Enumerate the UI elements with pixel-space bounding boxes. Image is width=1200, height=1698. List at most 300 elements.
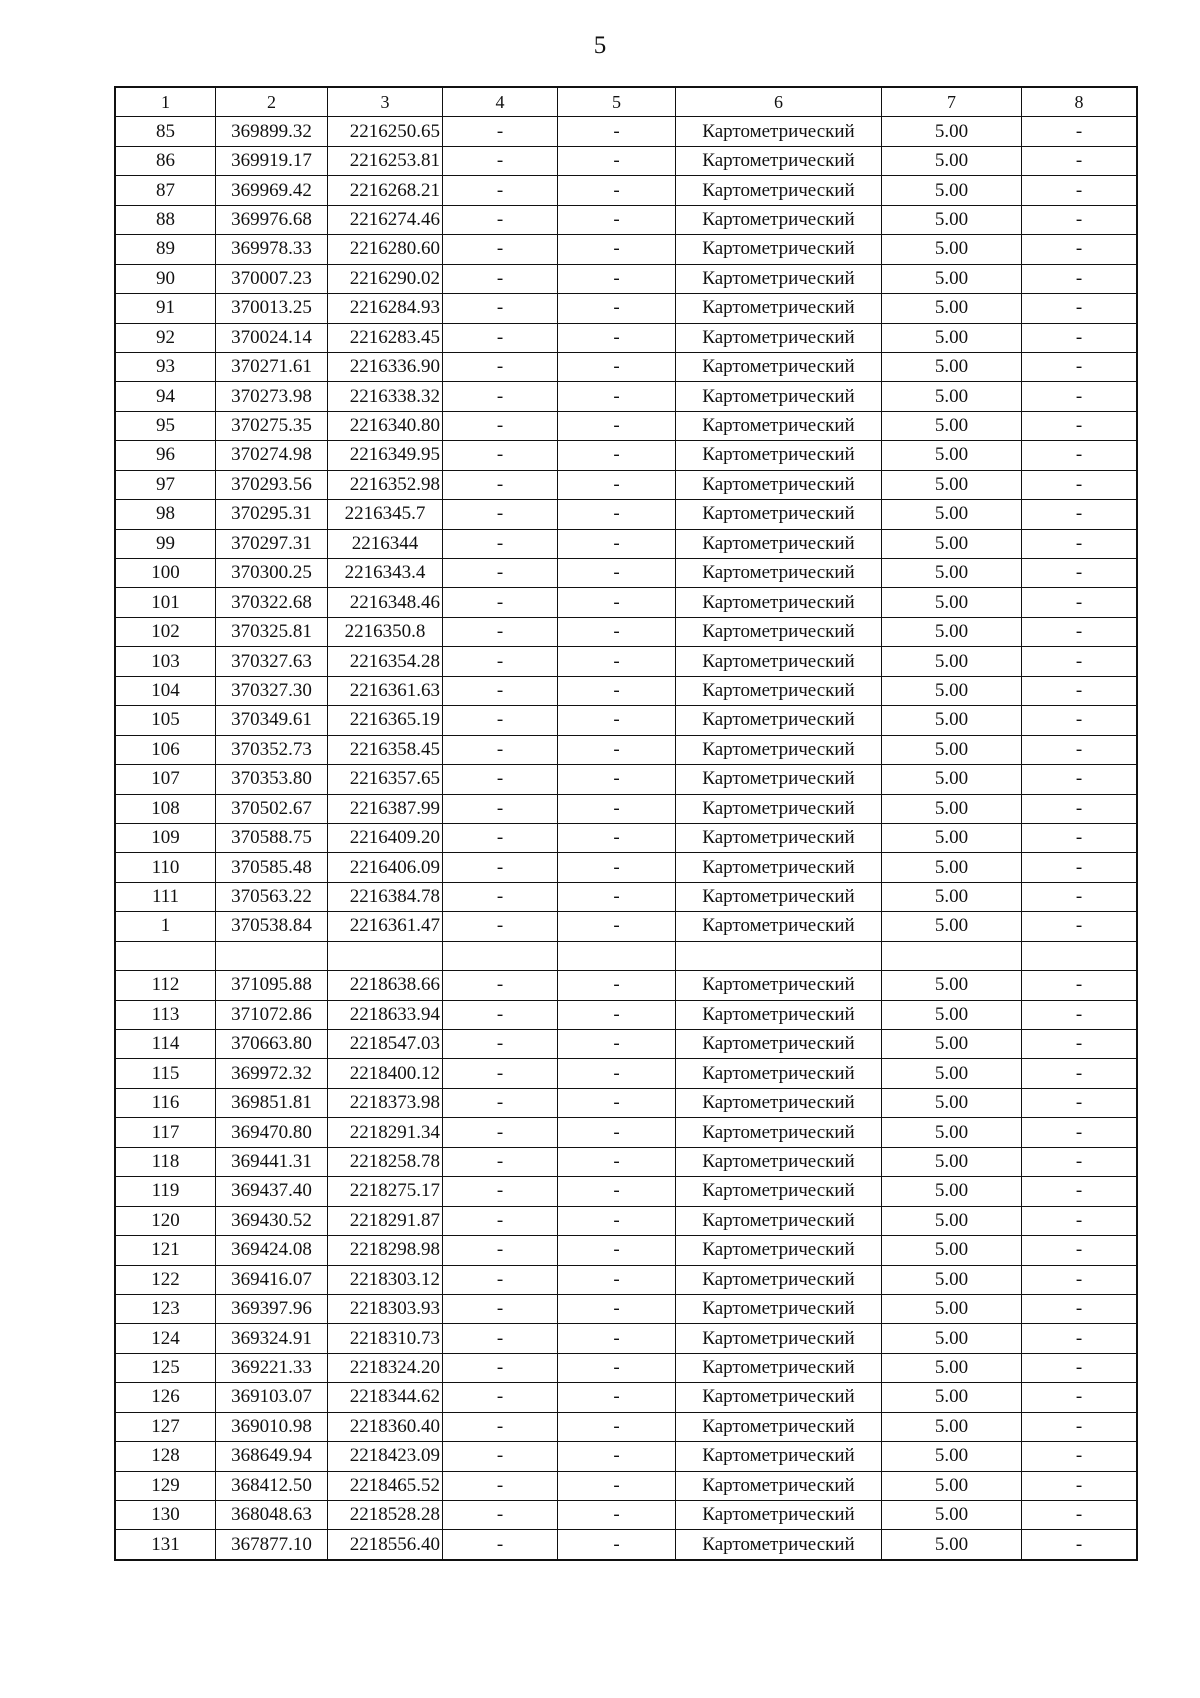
table-cell: 2218291.34 <box>328 1118 443 1147</box>
table-cell: 370322.68 <box>216 588 328 617</box>
table-cell: - <box>1022 676 1137 705</box>
table-cell: Картометрический <box>676 1265 882 1294</box>
table-cell: 370538.84 <box>216 912 328 941</box>
table-cell: 5.00 <box>882 117 1022 146</box>
table-cell: 2218324.20 <box>328 1353 443 1382</box>
table-cell: Картометрический <box>676 235 882 264</box>
table-row <box>116 205 1137 234</box>
table-cell <box>676 941 882 970</box>
table-cell: 5.00 <box>882 1000 1022 1029</box>
table-cell: Картометрический <box>676 1000 882 1029</box>
column-header: 4 <box>443 88 558 117</box>
table-cell: 2216280.60 <box>328 235 443 264</box>
table-cell: 109 <box>116 823 216 852</box>
table-cell: 2216344 <box>328 529 443 558</box>
table-cell: - <box>1022 1324 1137 1353</box>
table-cell: 2216387.99 <box>328 794 443 823</box>
table-cell: 116 <box>116 1088 216 1117</box>
table-cell: - <box>1022 1147 1137 1176</box>
table-cell: 2218528.28 <box>328 1501 443 1530</box>
table-cell: - <box>443 882 558 911</box>
table-row <box>116 1236 1137 1265</box>
column-header: 8 <box>1022 88 1137 117</box>
table-cell: - <box>1022 794 1137 823</box>
table-cell: 88 <box>116 205 216 234</box>
table-cell: 5.00 <box>882 617 1022 646</box>
table-cell: 369978.33 <box>216 235 328 264</box>
table-cell: 2216268.21 <box>328 176 443 205</box>
table-cell: - <box>1022 294 1137 323</box>
table-cell: - <box>443 352 558 381</box>
table-cell: - <box>1022 1206 1137 1235</box>
table-cell: 92 <box>116 323 216 352</box>
table-cell: 5.00 <box>882 765 1022 794</box>
table-cell: - <box>1022 352 1137 381</box>
table-cell: Картометрический <box>676 559 882 588</box>
table-cell: - <box>558 1501 676 1530</box>
table-cell: - <box>443 1147 558 1176</box>
table-cell: 5.00 <box>882 264 1022 293</box>
table-cell: - <box>1022 1294 1137 1323</box>
table-cell: Картометрический <box>676 500 882 529</box>
table-cell: 113 <box>116 1000 216 1029</box>
table-cell <box>116 941 216 970</box>
table-cell: - <box>558 559 676 588</box>
table-cell: - <box>443 1294 558 1323</box>
table-cell: 5.00 <box>882 706 1022 735</box>
table-cell: 5.00 <box>882 176 1022 205</box>
table-cell: 370293.56 <box>216 470 328 499</box>
table-cell: - <box>1022 1030 1137 1059</box>
table-cell: 124 <box>116 1324 216 1353</box>
table-cell: 5.00 <box>882 1088 1022 1117</box>
table-cell: - <box>1022 205 1137 234</box>
table-cell: 107 <box>116 765 216 794</box>
table-cell: 5.00 <box>882 912 1022 941</box>
table-cell: 2218547.03 <box>328 1030 443 1059</box>
table-cell: - <box>443 1530 558 1559</box>
table-cell: - <box>1022 1059 1137 1088</box>
table-cell: 2218303.93 <box>328 1294 443 1323</box>
table-cell: - <box>443 146 558 175</box>
table-cell: - <box>558 323 676 352</box>
table-cell: - <box>443 294 558 323</box>
table-cell: - <box>558 706 676 735</box>
table-cell: 2218633.94 <box>328 1000 443 1029</box>
table-cell: 5.00 <box>882 323 1022 352</box>
table-cell: 5.00 <box>882 1118 1022 1147</box>
table-row <box>116 882 1137 911</box>
table-row <box>116 559 1137 588</box>
table-cell: Картометрический <box>676 588 882 617</box>
table-cell: 370663.80 <box>216 1030 328 1059</box>
table-cell: - <box>1022 411 1137 440</box>
table-cell: 103 <box>116 647 216 676</box>
table-cell: 114 <box>116 1030 216 1059</box>
column-header: 5 <box>558 88 676 117</box>
table-cell: - <box>1022 823 1137 852</box>
table-cell: 121 <box>116 1236 216 1265</box>
table-cell: 2216338.32 <box>328 382 443 411</box>
table-cell: 369430.52 <box>216 1206 328 1235</box>
table-cell: - <box>443 617 558 646</box>
table-cell: - <box>558 235 676 264</box>
table-cell: 370327.63 <box>216 647 328 676</box>
table-cell: 126 <box>116 1383 216 1412</box>
table-row <box>116 470 1137 499</box>
table-row <box>116 794 1137 823</box>
table-row <box>116 676 1137 705</box>
table-cell: - <box>443 1030 558 1059</box>
table-cell: Картометрический <box>676 205 882 234</box>
table-cell: 5.00 <box>882 529 1022 558</box>
table-cell: - <box>443 1088 558 1117</box>
table-cell: - <box>443 676 558 705</box>
table-row <box>116 1294 1137 1323</box>
table-row <box>116 1471 1137 1500</box>
table-cell: 369397.96 <box>216 1294 328 1323</box>
table-cell: - <box>443 559 558 588</box>
table-row <box>116 735 1137 764</box>
table-cell: - <box>1022 882 1137 911</box>
table-cell: 5.00 <box>882 559 1022 588</box>
table-cell: 86 <box>116 146 216 175</box>
table-cell: - <box>558 1324 676 1353</box>
table-cell: 128 <box>116 1442 216 1471</box>
table-cell: - <box>443 647 558 676</box>
table-cell: 5.00 <box>882 235 1022 264</box>
table-cell: - <box>558 794 676 823</box>
table-cell: 370327.30 <box>216 676 328 705</box>
table-cell: - <box>443 1442 558 1471</box>
table-cell: 119 <box>116 1177 216 1206</box>
table-cell: - <box>558 853 676 882</box>
table-cell: 5.00 <box>882 1471 1022 1500</box>
table-row <box>116 1000 1137 1029</box>
table-cell: - <box>443 971 558 1000</box>
table-cell: - <box>558 1383 676 1412</box>
table-cell: - <box>1022 1412 1137 1441</box>
table-row <box>116 323 1137 352</box>
table-cell: 111 <box>116 882 216 911</box>
table-cell: - <box>558 1412 676 1441</box>
table-cell: - <box>558 1294 676 1323</box>
table-cell: 370297.31 <box>216 529 328 558</box>
table-cell: 122 <box>116 1265 216 1294</box>
table-cell: - <box>1022 1088 1137 1117</box>
table-cell: - <box>558 470 676 499</box>
table-cell: 118 <box>116 1147 216 1176</box>
table-cell: - <box>1022 235 1137 264</box>
table-cell: 5.00 <box>882 470 1022 499</box>
table-row <box>116 146 1137 175</box>
table-cell: Картометрический <box>676 1442 882 1471</box>
table-cell: 87 <box>116 176 216 205</box>
table-cell: 2218638.66 <box>328 971 443 1000</box>
table-cell: - <box>558 146 676 175</box>
table-cell: 2216290.02 <box>328 264 443 293</box>
table-cell: 2216253.81 <box>328 146 443 175</box>
table-cell: - <box>558 765 676 794</box>
table-cell: - <box>443 1265 558 1294</box>
table-cell: 5.00 <box>882 1383 1022 1412</box>
table-cell: 101 <box>116 588 216 617</box>
table-cell: 368412.50 <box>216 1471 328 1500</box>
table-cell: 5.00 <box>882 588 1022 617</box>
table-cell: - <box>443 1206 558 1235</box>
table-cell: 370273.98 <box>216 382 328 411</box>
table-cell: Картометрический <box>676 382 882 411</box>
table-row <box>116 1088 1137 1117</box>
table-cell: 112 <box>116 971 216 1000</box>
table-cell: Картометрический <box>676 853 882 882</box>
table-cell: 93 <box>116 352 216 381</box>
table-cell: 5.00 <box>882 1412 1022 1441</box>
table-cell: 127 <box>116 1412 216 1441</box>
table-cell: 369010.98 <box>216 1412 328 1441</box>
table-cell: Картометрический <box>676 706 882 735</box>
table-cell: - <box>558 1353 676 1382</box>
table-cell: - <box>1022 1501 1137 1530</box>
table-header-row <box>116 88 1137 117</box>
table-cell: 123 <box>116 1294 216 1323</box>
table-cell: 370563.22 <box>216 882 328 911</box>
table-cell: - <box>558 882 676 911</box>
table-row <box>116 1030 1137 1059</box>
table-cell: - <box>558 529 676 558</box>
table-row <box>116 1530 1137 1559</box>
table-cell: 2216340.80 <box>328 411 443 440</box>
table-row <box>116 1324 1137 1353</box>
table-row <box>116 117 1137 146</box>
table-cell: 5.00 <box>882 1294 1022 1323</box>
table-row <box>116 1206 1137 1235</box>
table-cell: - <box>1022 382 1137 411</box>
table-cell: 370274.98 <box>216 441 328 470</box>
table-row <box>116 235 1137 264</box>
table-cell: - <box>443 441 558 470</box>
table-cell: - <box>443 411 558 440</box>
table-cell: 2216406.09 <box>328 853 443 882</box>
table-cell: 2218275.17 <box>328 1177 443 1206</box>
table-cell: - <box>1022 647 1137 676</box>
table-cell: 369416.07 <box>216 1265 328 1294</box>
table-cell: - <box>443 912 558 941</box>
table-cell: 5.00 <box>882 1442 1022 1471</box>
table-row <box>116 941 1137 970</box>
table-cell: 2218258.78 <box>328 1147 443 1176</box>
table-cell: 99 <box>116 529 216 558</box>
table-cell: - <box>558 676 676 705</box>
table-cell: Картометрический <box>676 264 882 293</box>
table-cell: - <box>1022 470 1137 499</box>
table-cell: 5.00 <box>882 735 1022 764</box>
table-cell: 2218303.12 <box>328 1265 443 1294</box>
table-cell: Картометрический <box>676 735 882 764</box>
table-cell: Картометрический <box>676 411 882 440</box>
table-cell: - <box>443 794 558 823</box>
table-cell <box>1022 941 1137 970</box>
table-cell: 131 <box>116 1530 216 1559</box>
table-cell: 2216348.46 <box>328 588 443 617</box>
table-cell: 100 <box>116 559 216 588</box>
table-cell: Картометрический <box>676 529 882 558</box>
table-cell: - <box>558 1088 676 1117</box>
table-cell <box>328 941 443 970</box>
table-row <box>116 1501 1137 1530</box>
table-cell: - <box>558 441 676 470</box>
table-cell: 2216361.63 <box>328 676 443 705</box>
table-cell: 5.00 <box>882 1059 1022 1088</box>
table-cell: Картометрический <box>676 1088 882 1117</box>
table-cell: - <box>443 235 558 264</box>
table-cell: 2216409.20 <box>328 823 443 852</box>
table-cell: 5.00 <box>882 794 1022 823</box>
table-cell: - <box>1022 500 1137 529</box>
table-cell: 94 <box>116 382 216 411</box>
table-cell <box>882 941 1022 970</box>
table-cell: Картометрический <box>676 323 882 352</box>
table-cell <box>558 941 676 970</box>
table-cell: 2216250.65 <box>328 117 443 146</box>
table-row <box>116 1412 1137 1441</box>
table-cell: - <box>558 1206 676 1235</box>
table-cell: 2218298.98 <box>328 1236 443 1265</box>
table-cell: - <box>443 853 558 882</box>
table-cell: 2218373.98 <box>328 1088 443 1117</box>
table-cell: - <box>1022 1442 1137 1471</box>
table-row <box>116 1265 1137 1294</box>
table-cell: - <box>558 1471 676 1500</box>
table-body <box>116 117 1137 1559</box>
table-cell: - <box>443 205 558 234</box>
table-cell: 2216365.19 <box>328 706 443 735</box>
table-row <box>116 617 1137 646</box>
table-cell: 369919.17 <box>216 146 328 175</box>
table-cell: 370300.25 <box>216 559 328 588</box>
table-row <box>116 1177 1137 1206</box>
table-cell: 5.00 <box>882 146 1022 175</box>
table-cell: Картометрический <box>676 1324 882 1353</box>
table-cell: - <box>558 352 676 381</box>
table-cell: Картометрический <box>676 971 882 1000</box>
table-cell: 91 <box>116 294 216 323</box>
table-cell: 2216349.95 <box>328 441 443 470</box>
table-cell: - <box>443 1118 558 1147</box>
table-cell: 2216350.8 <box>328 617 443 646</box>
table-cell: 370013.25 <box>216 294 328 323</box>
table-cell: Картометрический <box>676 294 882 323</box>
table-cell: - <box>1022 176 1137 205</box>
table-cell: - <box>558 1265 676 1294</box>
table-row <box>116 588 1137 617</box>
table-cell: Картометрический <box>676 352 882 381</box>
table-cell: - <box>1022 117 1137 146</box>
table-cell: 2218465.52 <box>328 1471 443 1500</box>
table-cell: 2216354.28 <box>328 647 443 676</box>
table-cell: 2216358.45 <box>328 735 443 764</box>
table-cell: 2218344.62 <box>328 1383 443 1412</box>
table-cell: 369470.80 <box>216 1118 328 1147</box>
table-cell: - <box>558 1030 676 1059</box>
table-cell: 2216345.7 <box>328 500 443 529</box>
table-cell: 368649.94 <box>216 1442 328 1471</box>
table-cell: - <box>443 1000 558 1029</box>
table-cell: 370353.80 <box>216 765 328 794</box>
table-cell: - <box>558 912 676 941</box>
table-cell: - <box>1022 765 1137 794</box>
table-cell: 102 <box>116 617 216 646</box>
table-cell: Картометрический <box>676 1294 882 1323</box>
table-cell: - <box>443 1471 558 1500</box>
table-cell: 370502.67 <box>216 794 328 823</box>
table-cell: Картометрический <box>676 1030 882 1059</box>
table-cell: Картометрический <box>676 617 882 646</box>
table-row <box>116 529 1137 558</box>
table-cell: Картометрический <box>676 1236 882 1265</box>
table-cell: - <box>558 382 676 411</box>
table-row <box>116 294 1137 323</box>
table-cell: 5.00 <box>882 1147 1022 1176</box>
table-cell: - <box>1022 1471 1137 1500</box>
table-cell: 5.00 <box>882 411 1022 440</box>
table-cell: 2216361.47 <box>328 912 443 941</box>
table-cell: 371072.86 <box>216 1000 328 1029</box>
table-cell: 5.00 <box>882 1177 1022 1206</box>
table-cell: 2216336.90 <box>328 352 443 381</box>
table-cell: - <box>443 470 558 499</box>
page-number: 5 <box>593 32 607 59</box>
table-cell: - <box>558 411 676 440</box>
table-cell: - <box>558 176 676 205</box>
table-cell: 5.00 <box>882 382 1022 411</box>
table-cell: 369437.40 <box>216 1177 328 1206</box>
table-cell: 110 <box>116 853 216 882</box>
table-cell: 97 <box>116 470 216 499</box>
table-cell: Картометрический <box>676 1206 882 1235</box>
table-row <box>116 176 1137 205</box>
table-cell: - <box>558 1118 676 1147</box>
table-cell: 369899.32 <box>216 117 328 146</box>
table-cell: 98 <box>116 500 216 529</box>
table-cell: - <box>443 500 558 529</box>
table-cell: - <box>558 1442 676 1471</box>
table-cell: 370295.31 <box>216 500 328 529</box>
table-cell: Картометрический <box>676 146 882 175</box>
table-cell: - <box>1022 1383 1137 1412</box>
table-cell: Картометрический <box>676 794 882 823</box>
table-cell: - <box>1022 853 1137 882</box>
table-cell: 371095.88 <box>216 971 328 1000</box>
table-row <box>116 765 1137 794</box>
table-cell: 2216283.45 <box>328 323 443 352</box>
table-cell: 370024.14 <box>216 323 328 352</box>
table-cell: - <box>443 706 558 735</box>
table-cell: 1 <box>116 912 216 941</box>
table-cell: - <box>1022 441 1137 470</box>
table-cell: - <box>558 971 676 1000</box>
table-cell: - <box>443 588 558 617</box>
table-cell: 120 <box>116 1206 216 1235</box>
table-cell: - <box>1022 706 1137 735</box>
table-cell: - <box>443 1059 558 1088</box>
table-cell: - <box>558 1236 676 1265</box>
table-cell: Картометрический <box>676 176 882 205</box>
table-cell: 369324.91 <box>216 1324 328 1353</box>
table-cell: - <box>443 823 558 852</box>
table-cell: 2216357.65 <box>328 765 443 794</box>
table-cell: 5.00 <box>882 823 1022 852</box>
